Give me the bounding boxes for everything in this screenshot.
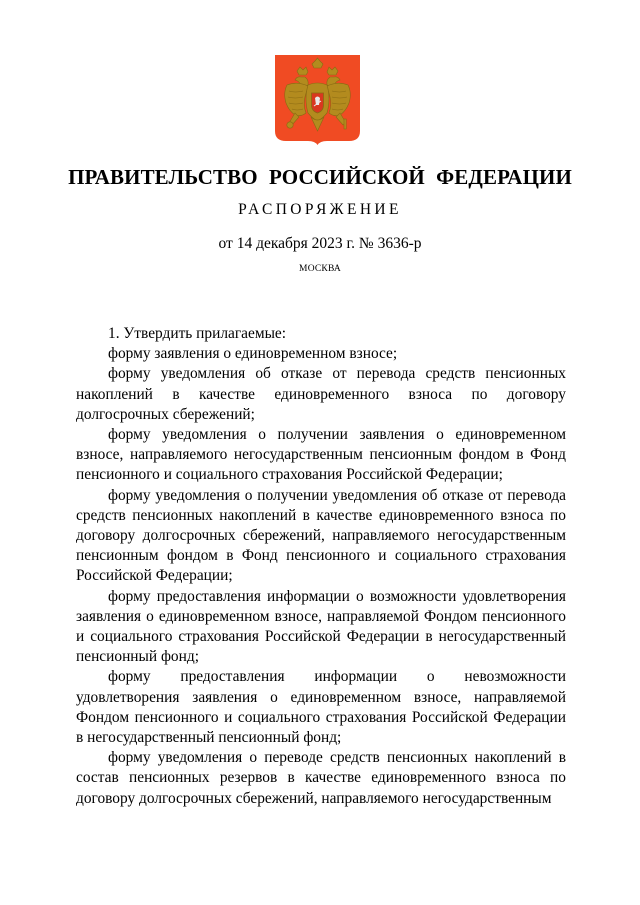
body-paragraph: форму заявления о единовременном взносе; (108, 345, 398, 363)
document-city: МОСКВА (299, 264, 341, 274)
coat-of-arms-emblem (275, 55, 360, 145)
body-paragraph: форму предоставления информации о возможности удовлетворения заявления о единовременном взносе, направляемой Фондом пенсионного и социального страхования Российской Федерации в негосударственный пенсионный фонд; (76, 587, 566, 666)
body-paragraph: форму уведомления о получении заявления о единовременном взносе, направляемого негосударственным пенсионным фондом в Фонд пенсионного и социального страхования Российской Федерации; (76, 426, 566, 484)
document-type: РАСПОРЯЖЕНИЕ (238, 201, 402, 218)
body-paragraph: форму уведомления о переводе средств пенсионных накоплений в состав пенсионных резервов в качестве единовременного взноса по договору долгосрочных сбережений, направляемого негосударственным (76, 749, 566, 807)
body-paragraph: форму предоставления информации о невозможности удовлетворения заявления о единовременном взносе, направляемой Фондом пенсионного и социального страхования Российской Федерации в негосударственный пенсионный фонд; (76, 668, 566, 747)
document-date-number: от 14 декабря 2023 г. № 3636-р (218, 235, 422, 252)
government-title: ПРАВИТЕЛЬСТВО РОССИЙСКОЙ ФЕДЕРАЦИИ (68, 165, 572, 189)
document-body (76, 324, 566, 809)
body-paragraph: форму уведомления о получении уведомления об отказе от перевода средств пенсионных накоплений в качестве единовременного взноса по договору долгосрочных сбережений, направляемого негосударственным пенсионным фондом в Фонд пенсионного и социального страхования Российской Федерации; (76, 486, 566, 585)
body-paragraph: форму уведомления об отказе от перевода средств пенсионных накоплений в качестве единовременного взноса по договору долгосрочных сбережений; (76, 365, 566, 423)
body-paragraph: 1. Утвердить прилагаемые: (108, 325, 287, 342)
double-headed-eagle-icon (275, 55, 360, 145)
